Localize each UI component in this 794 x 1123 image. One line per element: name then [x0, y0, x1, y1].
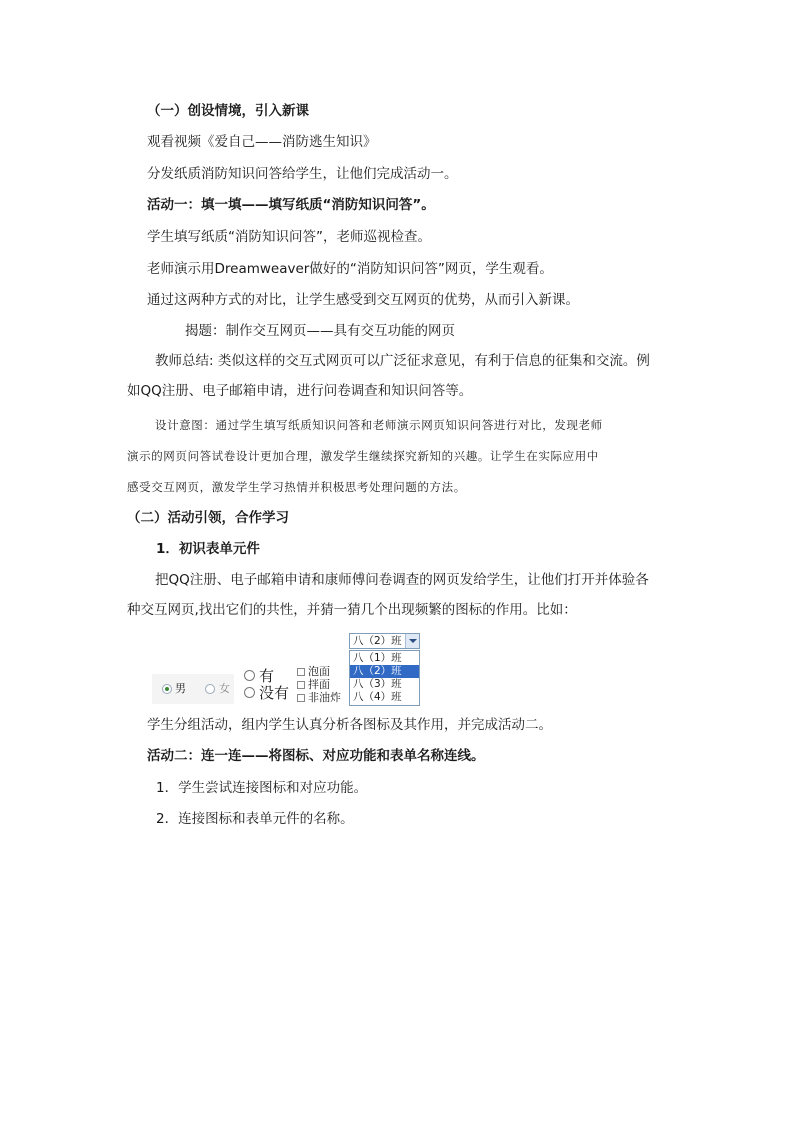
paragraph: 通过这两种方式的对比，让学生感受到交互网页的优势，从而引入新课。 [147, 292, 579, 308]
design-intent: 设计意图：通过学生填写纸质知识问答和老师演示网页知识问答进行对比，发现老师 [155, 418, 603, 432]
chevron-down-icon[interactable] [405, 634, 419, 648]
activity-2-heading: 活动二：连一连——将图标、对应功能和表单名称连线。 [147, 748, 485, 764]
paragraph: 学生分组活动，组内学生认真分析各图标及其作用，并完成活动二。 [147, 717, 552, 733]
list-item: 1．学生尝试连接图标和对应功能。 [156, 780, 368, 796]
paragraph: 把QQ注册、电子邮箱申请和康师傅问卷调查的网页发给学生，让他们打开并体验各 [155, 572, 649, 588]
paragraph: 分发纸质消防知识问答给学生，让他们完成活动一。 [147, 166, 458, 182]
radio-yes[interactable] [244, 670, 255, 681]
select-value: 八（2）班 [353, 635, 402, 647]
section-heading-1: （一）创设情境，引入新课 [147, 103, 309, 119]
paragraph: 教师总结: 类似这样的交互式网页可以广泛征求意见，有利于信息的征集和交流。例 [155, 353, 650, 369]
checkbox-3-label: 非油炸 [308, 691, 341, 704]
select-option-selected[interactable]: 八（2）班 [350, 665, 419, 678]
topic-line: 揭题：制作交互网页——具有交互功能的网页 [185, 323, 455, 339]
paragraph: 老师演示用Dreamweaver做好的“消防知识问答”网页，学生观看。 [147, 261, 553, 277]
checkbox-3[interactable] [297, 694, 305, 702]
radio-male-label: 男 [175, 682, 186, 695]
select-option[interactable]: 八（1）班 [353, 652, 402, 664]
paragraph: 观看视频《爱自己——消防逃生知识》 [147, 134, 377, 150]
design-intent: 感受交互网页，激发学生学习热情并积极思考处理问题的方法。 [127, 480, 466, 494]
radio-male[interactable] [162, 684, 172, 694]
radio-female[interactable] [205, 684, 215, 694]
checkbox-1-label: 泡面 [308, 665, 330, 678]
select-option[interactable]: 八（3）班 [353, 678, 402, 690]
activity-1-heading: 活动一：填一填——填写纸质“消防知识问答”。 [147, 197, 435, 213]
select-option[interactable]: 八（4）班 [353, 691, 402, 703]
gender-radio-group [152, 674, 234, 704]
list-item: 2．连接图标和表单元件的名称。 [156, 811, 354, 827]
design-intent: 演示的网页问答试卷设计更加合理，激发学生继续探究新知的兴趣。让学生在实际应用中 [127, 449, 599, 463]
section-heading-2: （二）活动引领，合作学习 [127, 510, 289, 526]
paragraph: 如QQ注册、电子邮箱申请，进行问卷调查和知识问答等。 [127, 383, 473, 399]
checkbox-2[interactable] [297, 681, 305, 689]
checkbox-2-label: 拌面 [308, 678, 330, 691]
paragraph: 学生填写纸质“消防知识问答”，老师巡视检查。 [147, 229, 431, 245]
select-options-list [349, 650, 420, 706]
subsection-heading: 1．初识表单元件 [156, 541, 260, 557]
checkbox-1[interactable] [297, 668, 305, 676]
radio-no[interactable] [244, 687, 255, 698]
paragraph: 种交互网页,找出它们的共性，并猜一猜几个出现频繁的图标的作用。比如： [127, 602, 577, 618]
radio-female-label: 女 [219, 682, 230, 695]
radio-no-label: 没有 [259, 684, 290, 702]
class-select[interactable] [349, 633, 420, 649]
radio-yes-label: 有 [259, 667, 275, 685]
